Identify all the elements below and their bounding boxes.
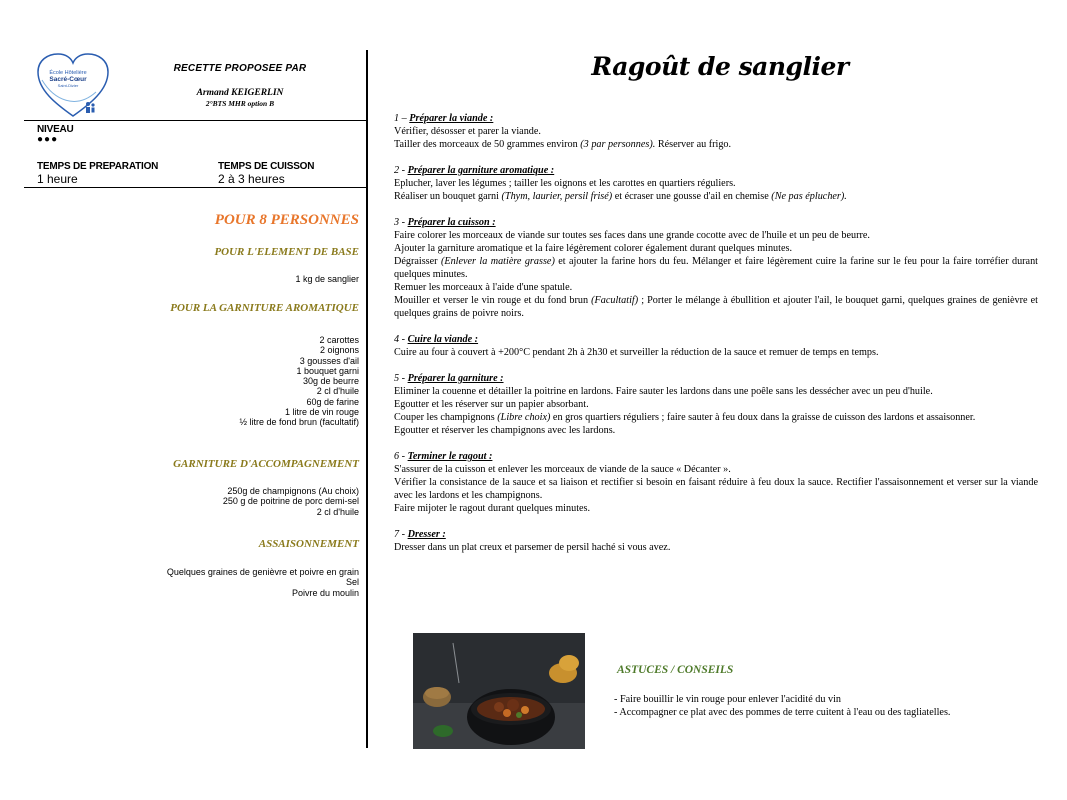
step-heading [394,450,1038,463]
step-heading [394,333,1038,346]
list-item: 2 cl d'huile [316,506,359,517]
step-text: Vérifier, désosser et parer la viande. [394,126,541,137]
steps-container [394,112,1038,567]
seasoning-list [167,567,359,598]
step-line [394,281,1038,294]
step-text: S'assurer de la cuisson et enlever les morceaux de viande de la sauce « Décanter ». [394,464,731,475]
base-list [295,274,359,284]
logo-line1: École Hôtelière [49,70,87,76]
list-item: 250g de champignons (Au choix) [227,486,359,496]
step-note: (Thym, laurier, persil frisé) [501,191,613,202]
step-title: Préparer la garniture : [407,373,504,384]
step-text: Mouiller et verser le vin rouge et du fond brun [394,295,592,306]
step-block [394,528,1038,554]
list-item: Poivre du moulin [291,587,359,598]
step-number: 6 - [394,451,408,462]
step-text: Réserver au frigo. [655,139,732,150]
list-item: Sel [345,577,359,588]
step-block [394,164,1038,203]
step-line [394,242,1038,255]
list-item: 1 kg de sanglier [295,274,359,284]
step-text: Remuer les morceaux à l'aide d'une spatule. [394,282,573,293]
step-line [394,255,1038,281]
step-line [394,424,1038,437]
list-item: 250 g de poitrine de porc demi-sel [222,496,359,507]
step-block [394,450,1038,515]
step-line [394,229,1038,242]
step-heading [394,164,1038,177]
divider-meta [24,187,366,188]
small-emblem-icon [86,102,95,113]
author-class: 2°BTS MHR option B [205,99,275,108]
step-line [394,346,1038,359]
step-line [394,398,1038,411]
step-block [394,333,1038,359]
step-text: ; Porter le mélange à ébullition et ajouter l'ail, le bouquet garni, quelques graines de genièvre et quelques grains de poivre noirs. [394,295,1039,319]
step-text: Ajouter la garniture aromatique et la faire légèrement colorer également durant quelques minutes. [394,243,792,254]
garniture-heading: POUR LA GARNITURE AROMATIQUE [170,302,359,314]
logo-line3: Saint-Dizier [57,83,79,88]
step-note: (Libre choix) [497,412,551,423]
step-number: 4 - [394,334,408,345]
step-number: 2 - [394,165,408,176]
prep-time-value: 1 heure [37,172,78,186]
list-item: 60g de farine [306,396,359,407]
step-line [394,125,1038,138]
cook-time-label: TEMPS DE CUISSON [218,161,315,172]
niveau-dots: ●●● [37,134,59,145]
step-line [394,385,1038,398]
step-line [394,190,1038,203]
step-number: 1 – [394,113,410,124]
step-heading [394,372,1038,385]
accompaniment-list [223,486,359,517]
dish-photo [413,633,585,749]
step-title: Préparer la cuisson : [407,217,496,228]
step-line [394,411,1038,424]
prep-time-label: TEMPS DE PREPARATION [37,161,159,172]
step-text: Egoutter et réserver les champignons avec les lardons. [394,425,616,436]
step-block [394,112,1038,151]
garniture-list [239,335,359,428]
step-block [394,372,1038,437]
step-note: (Ne pas éplucher). [771,191,847,202]
step-title: Terminer le ragout : [407,451,493,462]
list-item: 2 carottes [319,335,359,345]
step-line [394,177,1038,190]
step-text: Réaliser un bouquet garni [394,191,502,202]
author-name: Armand KEIGERLIN [196,88,284,98]
step-heading [394,216,1038,229]
step-text: Eplucher, laver les légumes ; tailler les oignons et les carottes en quartiers réguliers. [394,178,736,189]
step-line [394,502,1038,515]
step-line [394,476,1038,502]
step-heading [394,528,1038,541]
step-title: Préparer la viande : [409,113,494,124]
step-line [394,138,1038,151]
step-text: Egoutter et les réserver sur un papier absorbant. [394,399,589,410]
step-text: Dresser dans un plat creux et parsemer de persil haché si vous avez. [394,542,671,553]
step-title: Préparer la garniture aromatique : [407,165,555,176]
servings-heading: POUR 8 PERSONNES [214,212,359,228]
niveau-label: NIVEAU [37,124,74,135]
list-item: 1 litre de vin rouge [284,407,359,418]
list-item: 30g de beurre [302,376,359,387]
accompaniment-heading: GARNITURE D'ACCOMPAGNEMENT [173,458,359,470]
seasoning-heading: ASSAISONNEMENT [258,538,359,550]
step-heading [394,112,1038,125]
step-number: 5 - [394,373,408,384]
list-item: 2 oignons [319,345,359,356]
step-text: Cuire au four à couvert à +200°C pendant 2h à 2h30 et surveiller la réduction de la sauce et remuer de temps en temps. [394,347,879,358]
step-text: Couper les champignons [394,412,498,423]
step-title: Dresser : [407,529,446,540]
step-line [394,463,1038,476]
column-divider [366,50,368,748]
recipe-title: Ragoût de sanglier [591,52,849,81]
step-title: Cuire la viande : [407,334,479,345]
step-block [394,216,1038,320]
step-text: Tailler des morceaux de 50 grammes environ [394,139,581,150]
step-text: et ajouter la farine hors du feu. Mélanger et faire légèrement cuire la farine sur le feu pour la faire torréfier durant quelques minutes. [394,256,1038,280]
step-note: (3 par personnes). [580,139,656,150]
step-number: 7 - [394,529,408,540]
school-logo [36,52,110,118]
tips-heading: ASTUCES / CONSEILS [617,664,734,676]
list-item: 2 cl d'huile [316,386,359,397]
step-text: Faire mijoter le ragout durant quelques minutes. [394,503,591,514]
step-line [394,294,1038,320]
step-text: et écraser une gousse d'ail en chemise [612,191,772,202]
list-item: 1 bouquet garni [296,365,359,376]
list-item: ½ litre de fond brun (facultatif) [239,417,359,428]
logo-line2: Sacré-Cœur [49,76,87,83]
proposed-by: RECETTE PROPOSEE PAR [173,63,307,74]
step-text: Faire colorer les morceaux de viande sur toutes ses faces dans une grande cocotte avec de l'huile et un peu de beurre. [394,230,870,241]
step-note: (Facultatif) [591,295,639,306]
list-item: - Accompagner ce plat avec des pommes de terre cuitent à l'eau ou des tagliatelles. [614,707,951,718]
step-text: Vérifier la consistance de la sauce et sa liaison et rectifier si besoin en faisant réduire à feu doux la sauce. Rectifier l'assaisonnement et verser sur la viande avec les lardons et les champignons. [394,477,1038,501]
step-text: en gros quartiers réguliers ; faire sauter à feu doux dans la graisse de cuisson des lardons et assaisonner. [550,412,976,423]
cook-time-value: 2 à 3 heures [218,172,285,186]
list-item: - Faire bouillir le vin rouge pour enlever l'acidité du vin [614,694,842,705]
step-text: Eliminer la couenne et détailler la poitrine en lardons. Faire sauter les lardons dans une poêle sans les dessécher avec un peu d'huile. [394,386,933,397]
step-text: Dégraisser [394,256,441,267]
step-note: (Enlever la matière grasse) [440,256,555,267]
divider-top [24,120,366,121]
list-item: 3 gousses d'ail [299,355,359,366]
tips-list [614,693,950,719]
list-item: Quelques graines de genièvre et poivre en grain [166,567,359,577]
step-line [394,541,1038,554]
base-heading: POUR L'ELEMENT DE BASE [214,246,359,258]
step-number: 3 - [394,217,408,228]
